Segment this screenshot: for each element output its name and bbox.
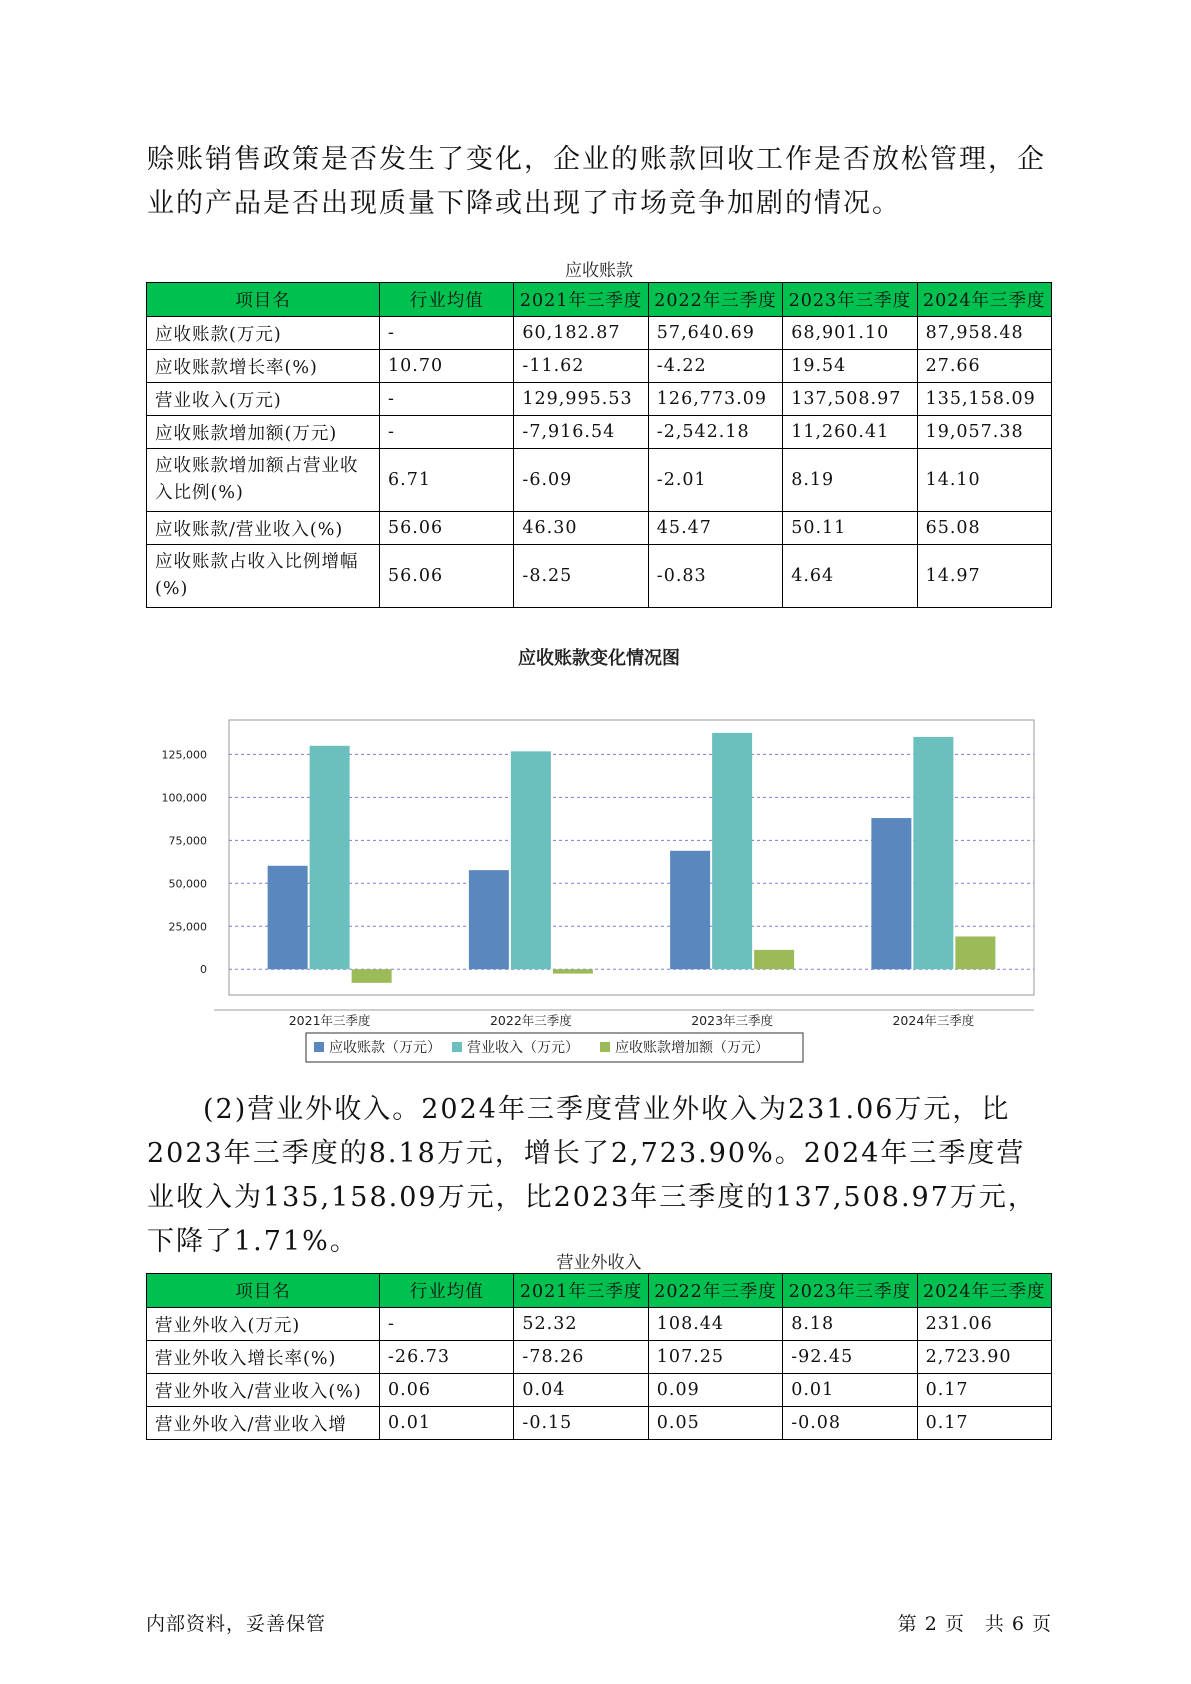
non-operating-income-table [146,1273,1052,1440]
cell: - [380,383,514,416]
cell: 0.17 [917,1374,1051,1407]
header-2021q3: 2021年三季度 [514,1274,648,1308]
cell: -92.45 [783,1341,917,1374]
header-industry-avg: 行业均值 [380,283,514,317]
cell: 60,182.87 [514,317,648,350]
row-label: 营业外收入增长率(%) [147,1341,380,1374]
cell: 126,773.09 [648,383,782,416]
cell: 0.06 [380,1374,514,1407]
cell: 14.97 [917,545,1051,608]
cell: 68,901.10 [783,317,917,350]
cell: 8.18 [783,1308,917,1341]
cell: 57,640.69 [648,317,782,350]
bar [712,733,752,969]
header-2023q3: 2023年三季度 [783,1274,917,1308]
row-label: 应收账款增加额占营业收入比例(%) [147,449,380,512]
table-row [147,449,1052,512]
legend-swatch [600,1042,610,1052]
header-item-name: 项目名 [147,283,380,317]
bar [469,870,509,969]
chart-legend [306,1033,803,1062]
footer-left: 内部资料，妥善保管 [146,1613,327,1635]
bar [268,866,308,969]
table-row [147,1308,1052,1341]
cell: 108.44 [648,1308,782,1341]
bar [955,936,995,969]
cell: 8.19 [783,449,917,512]
x-tick-label: 2024年三季度 [892,1013,975,1028]
chart-title: 应收账款变化情况图 [518,648,680,669]
cell: 11,260.41 [783,416,917,449]
row-label: 营业收入(万元) [147,383,380,416]
cell: -8.25 [514,545,648,608]
bar [754,950,794,969]
cell: 10.70 [380,350,514,383]
table-row [147,1407,1052,1440]
cell: 56.06 [380,545,514,608]
x-axis-labels [214,1010,1034,1028]
cell: -2,542.18 [648,416,782,449]
cell: 0.01 [380,1407,514,1440]
cell: 52.32 [514,1308,648,1341]
table-row [147,383,1052,416]
cell: 6.71 [380,449,514,512]
table-row [147,317,1052,350]
y-tick-label: 0 [200,963,207,977]
y-tick-label: 25,000 [168,920,207,934]
cell: 135,158.09 [917,383,1051,416]
intro-paragraph: 赊账销售政策是否发生了变化，企业的账款回收工作是否放松管理，企业的产品是否出现质量下降或出现了市场竞争加剧的情况。 [147,144,1046,219]
cell: 231.06 [917,1308,1051,1341]
bar [871,818,911,969]
table-header-row [147,1274,1052,1308]
cell: -0.08 [783,1407,917,1440]
cell: 129,995.53 [514,383,648,416]
table-row [147,545,1052,608]
bar [913,737,953,969]
cell: 0.05 [648,1407,782,1440]
row-label: 应收账款(万元) [147,317,380,350]
header-2024q3: 2024年三季度 [917,1274,1051,1308]
y-tick-label: 75,000 [168,834,207,848]
cell: 87,958.48 [917,317,1051,350]
table-row [147,416,1052,449]
cell: - [380,416,514,449]
footer-page-number: 第 2 页 共 6 页 [897,1613,1052,1635]
legend-swatch [452,1042,462,1052]
table2-caption: 营业外收入 [556,1253,642,1273]
row-label: 应收账款增加额(万元) [147,416,380,449]
bar [553,969,593,973]
cell: -78.26 [514,1341,648,1374]
receivables-table [146,282,1052,608]
cell: -11.62 [514,350,648,383]
row-label: 营业外收入/营业收入增 [147,1407,380,1440]
bar [352,969,392,983]
cell: -0.83 [648,545,782,608]
row-label: 营业外收入(万元) [147,1308,380,1341]
y-tick-label: 125,000 [161,748,207,762]
table-header-row [147,283,1052,317]
legend-label: 应收账款增加额（万元） [615,1040,769,1056]
table-row [147,350,1052,383]
bars [268,733,996,983]
cell: -0.15 [514,1407,648,1440]
cell: 107.25 [648,1341,782,1374]
cell: -26.73 [380,1341,514,1374]
chart-canvas [146,648,1052,1150]
legend-label: 营业收入（万元） [467,1040,579,1056]
x-tick-label: 2021年三季度 [288,1013,371,1028]
header-2024q3: 2024年三季度 [917,283,1051,317]
cell: 0.01 [783,1374,917,1407]
grid-lines [229,754,1034,969]
x-tick-label: 2022年三季度 [489,1013,572,1028]
y-tick-label: 50,000 [168,877,207,891]
table1-caption: 应收账款 [565,261,633,281]
row-label: 应收账款/营业收入(%) [147,512,380,545]
bar [511,751,551,969]
cell: 0.04 [514,1374,648,1407]
paragraph-2: (2)营业外收入。2024年三季度营业外收入为231.06万元，比2023年三季度的8.18万元，增长了2,723.90%。2024年三季度营业收入为135,158.09万元，比2023年三季度的137,508.97万元，下降了1.71%。 [147,1094,1037,1257]
cell: 56.06 [380,512,514,545]
cell: - [380,317,514,350]
row-label: 应收账款占收入比例增幅(%) [147,545,380,608]
y-tick-label: 100,000 [161,791,207,805]
receivables-chart [146,648,1052,1150]
header-2023q3: 2023年三季度 [783,283,917,317]
cell: 65.08 [917,512,1051,545]
cell: 46.30 [514,512,648,545]
cell: 2,723.90 [917,1341,1051,1374]
row-label: 应收账款增长率(%) [147,350,380,383]
cell: 50.11 [783,512,917,545]
header-2022q3: 2022年三季度 [648,1274,782,1308]
cell: -4.22 [648,350,782,383]
table-row [147,1374,1052,1407]
cell: 19.54 [783,350,917,383]
cell: 27.66 [917,350,1051,383]
legend-label: 应收账款（万元） [329,1040,441,1056]
row-label: 营业外收入/营业收入(%) [147,1374,380,1407]
cell: 0.17 [917,1407,1051,1440]
table-row [147,512,1052,545]
cell: 0.09 [648,1374,782,1407]
cell: 4.64 [783,545,917,608]
plot-frame [229,720,1034,995]
bar [310,746,350,969]
cell: 137,508.97 [783,383,917,416]
header-2022q3: 2022年三季度 [648,283,782,317]
x-tick-label: 2023年三季度 [691,1013,774,1028]
cell: -2.01 [648,449,782,512]
cell: 45.47 [648,512,782,545]
cell: 14.10 [917,449,1051,512]
header-item-name: 项目名 [147,1274,380,1308]
cell: -7,916.54 [514,416,648,449]
header-industry-avg: 行业均值 [380,1274,514,1308]
y-axis-ticks [162,748,208,976]
bar [670,851,710,969]
table-row [147,1341,1052,1374]
header-2021q3: 2021年三季度 [514,283,648,317]
legend-swatch [314,1042,324,1052]
cell: 19,057.38 [917,416,1051,449]
cell: -6.09 [514,449,648,512]
cell: - [380,1308,514,1341]
